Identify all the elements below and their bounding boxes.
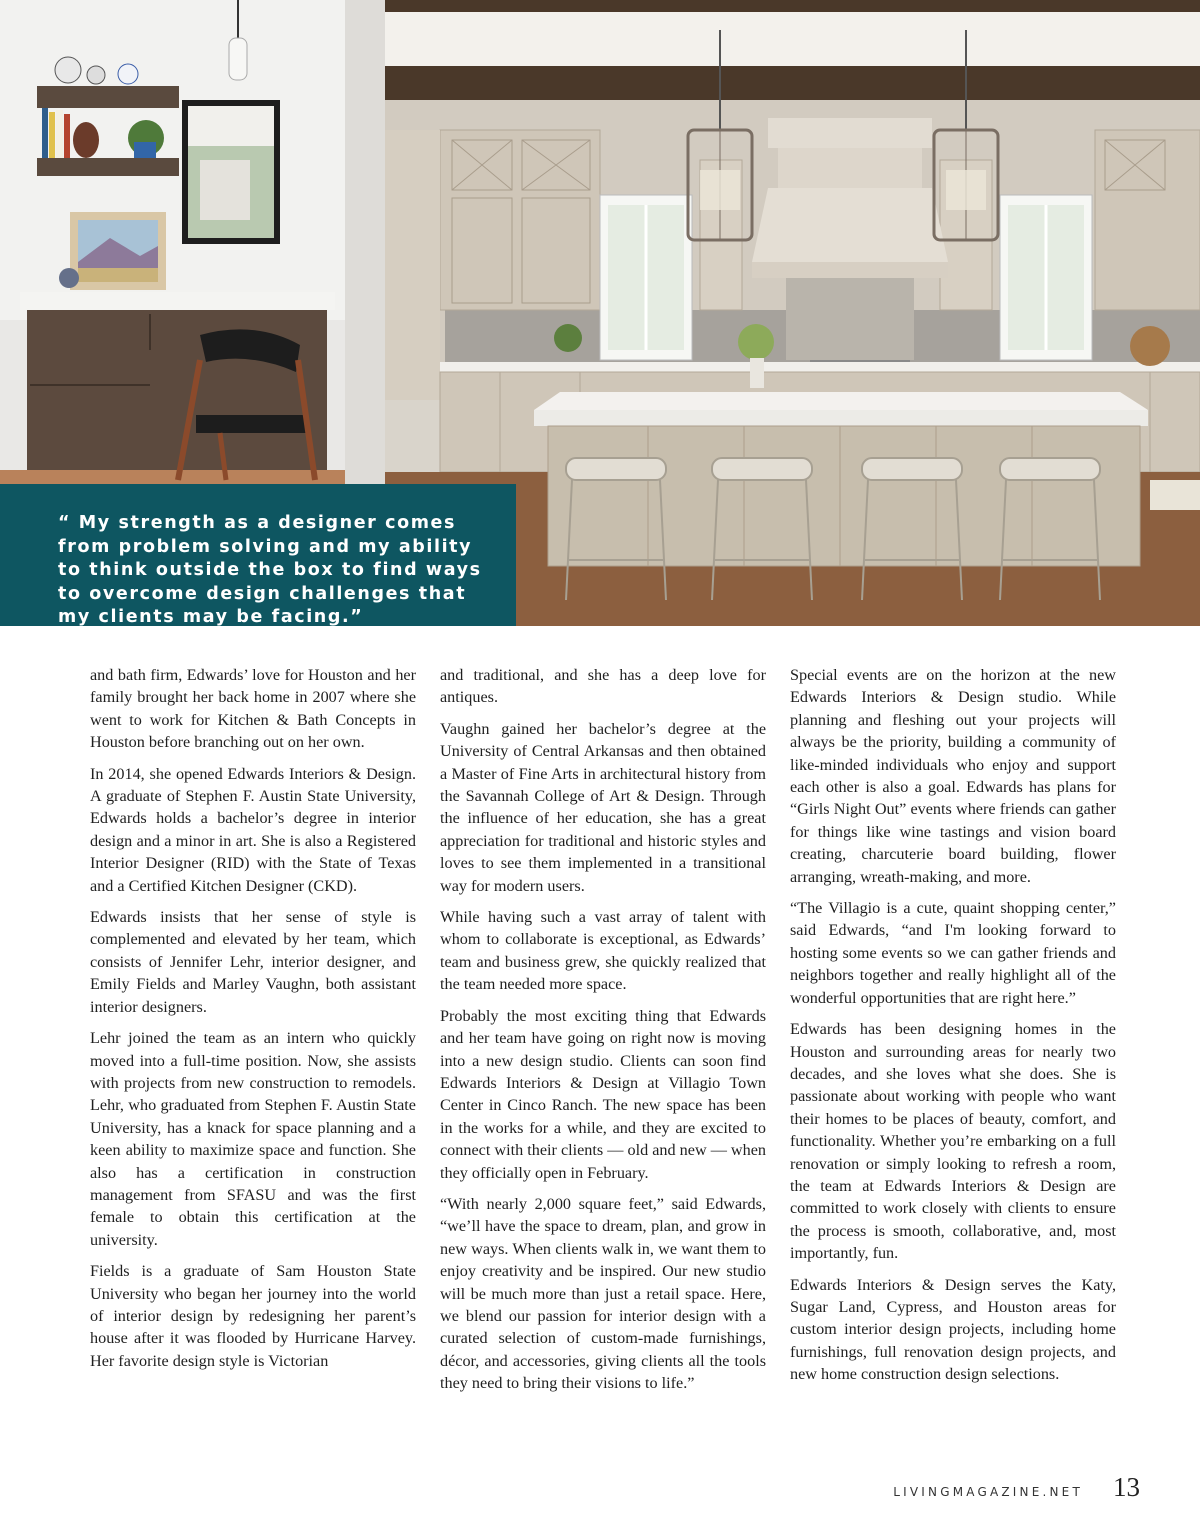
paragraph: Vaughn gained her bachelor’s degree at the University of Central Arkansas and then obtained a Master of Fine Arts in architectural history from the Savannah College of Art & Design. Through the influence of her education, she has a great appreciation for traditional and historic styles and loves to see them implemented in a transitional way for modern users.: [440, 719, 766, 895]
paragraph: Fields is a graduate of Sam Houston State University who began her journey into the world of interior design by redesigning her parent’s house after it was flooded by Hurricane Harvey. Her favorite design style is Victorian: [90, 1262, 416, 1370]
paragraph: Edwards Interiors & Design serves the Katy, Sugar Land, Cypress, and Houston areas for custom interior design projects, including home furnishings, full renovation design projects, and new home construction design selections.: [790, 1275, 1116, 1384]
pull-quote: “ My strength as a designer comes from problem solving and my ability to think outside the box to find ways to overcome design challenges that my clients may be facing.”: [58, 513, 482, 626]
paragraph: Lehr joined the team as an intern who quickly moved into a full-time position. Now, she assists with projects from new construction to remodels. Lehr, who graduated from Stephen F. Austin State University, has a knack for space planning and a keen ability to maximize space and function. She also has a certification in construction management from SFASU and was the first female to obtain this certification at the university.: [90, 1029, 416, 1249]
island-top: [534, 392, 1148, 410]
paragraph: In 2014, she opened Edwards Interiors & Design. A graduate of Stephen F. Austin State University, Edwards holds a bachelor’s degree in interior design and a minor in art. She is also a Registered Interior Designer (RID) with the State of Texas and a Certified Kitchen Designer (CKD).: [90, 764, 416, 895]
paragraph: Special events are on the horizon at the new Edwards Interiors & Design studio. While planning and fleshing out your projects will always be the priority, building a community of like-minded individuals who enjoy and support each other is also a goal. Edwards has plans for “Girls Night Out” events where friends can gather for things like wine tastings and vision board creating, charcuterie board building, flower arranging, wreath-making, and more.: [790, 666, 1116, 886]
beam-main: [385, 66, 1200, 100]
paragraph: “The Villagio is a cute, quaint shopping center,” said Edwards, “and I'm looking forward to hosting some events so we can gather friends and neighbors together and really highlight all of the wonderful opportunities that are right here.”: [790, 899, 1116, 1007]
shelf-upper: [37, 86, 179, 108]
paragraph: and bath firm, Edwards’ love for Houston and her family brought her back home in 2007 where she went to work for Kitchen & Bath Concepts in Houston before branching out on her own.: [90, 666, 416, 752]
paragraph: While having such a vast array of talent with whom to collaborate is exceptional, as Edwards’ team and business grew, she quickly realized that the team needed more space.: [440, 908, 766, 994]
paragraph: Edwards insists that her sense of style is complemented and elevated by her team, which consists of Jennifer Lehr, interior designer, and Emily Fields and Marley Vaughn, both assistant interior designers.: [90, 908, 416, 1016]
article-body: [90, 664, 1118, 1404]
desk-cabinet: [27, 310, 327, 478]
paragraph: “With nearly 2,000 square feet,” said Edwards, “we’ll have the space to dream, plan, and grow in new ways. When clients walk in, we want them to enjoy creativity and be inspired. Our new studio will be much more than just a retail space. Here, we blend our passion for interior design with a curated selection of custom-made furnishings, décor, and accessories, giving clients all the tools they need to bring their visions to life.”: [440, 1194, 766, 1393]
page-footer: [893, 1472, 1140, 1503]
island-cabinet: [548, 426, 1140, 566]
article-column-1: [90, 664, 416, 1404]
hero-photo: [0, 0, 1200, 626]
paragraph: and traditional, and she has a deep love for antiques.: [440, 666, 766, 707]
shelf-lower: [37, 158, 179, 176]
article-column-3: [790, 664, 1116, 1404]
beam-top: [385, 0, 1200, 12]
page-number: 13: [1113, 1472, 1140, 1502]
site-url[interactable]: LIVINGMAGAZINE.NET: [893, 1485, 1083, 1499]
paragraph: Probably the most exciting thing that Edwards and her team have going on right now is moving into a new design studio. Clients can soon find Edwards Interiors & Design at Villagio Town Center in Cinco Ranch. The new space has been in the works for a while, and they are excited to connect with their clients — old and new — when they officially open in February.: [440, 1006, 766, 1182]
article-column-2: [440, 664, 766, 1404]
pull-quote-box: [0, 484, 516, 626]
paragraph: Edwards has been designing homes in the Houston and surrounding areas for nearly two decades, and she loves what she does. She is passionate about working with people who want their homes to be places of beauty, comfort, and functionality. Whether you’re embarking on a full renovation or simply looking to refresh a room, the team at Edwards Interiors & Design are committed to work closely with clients to ensure the process is smooth, collaborative, and, most importantly, fun.: [790, 1020, 1116, 1263]
